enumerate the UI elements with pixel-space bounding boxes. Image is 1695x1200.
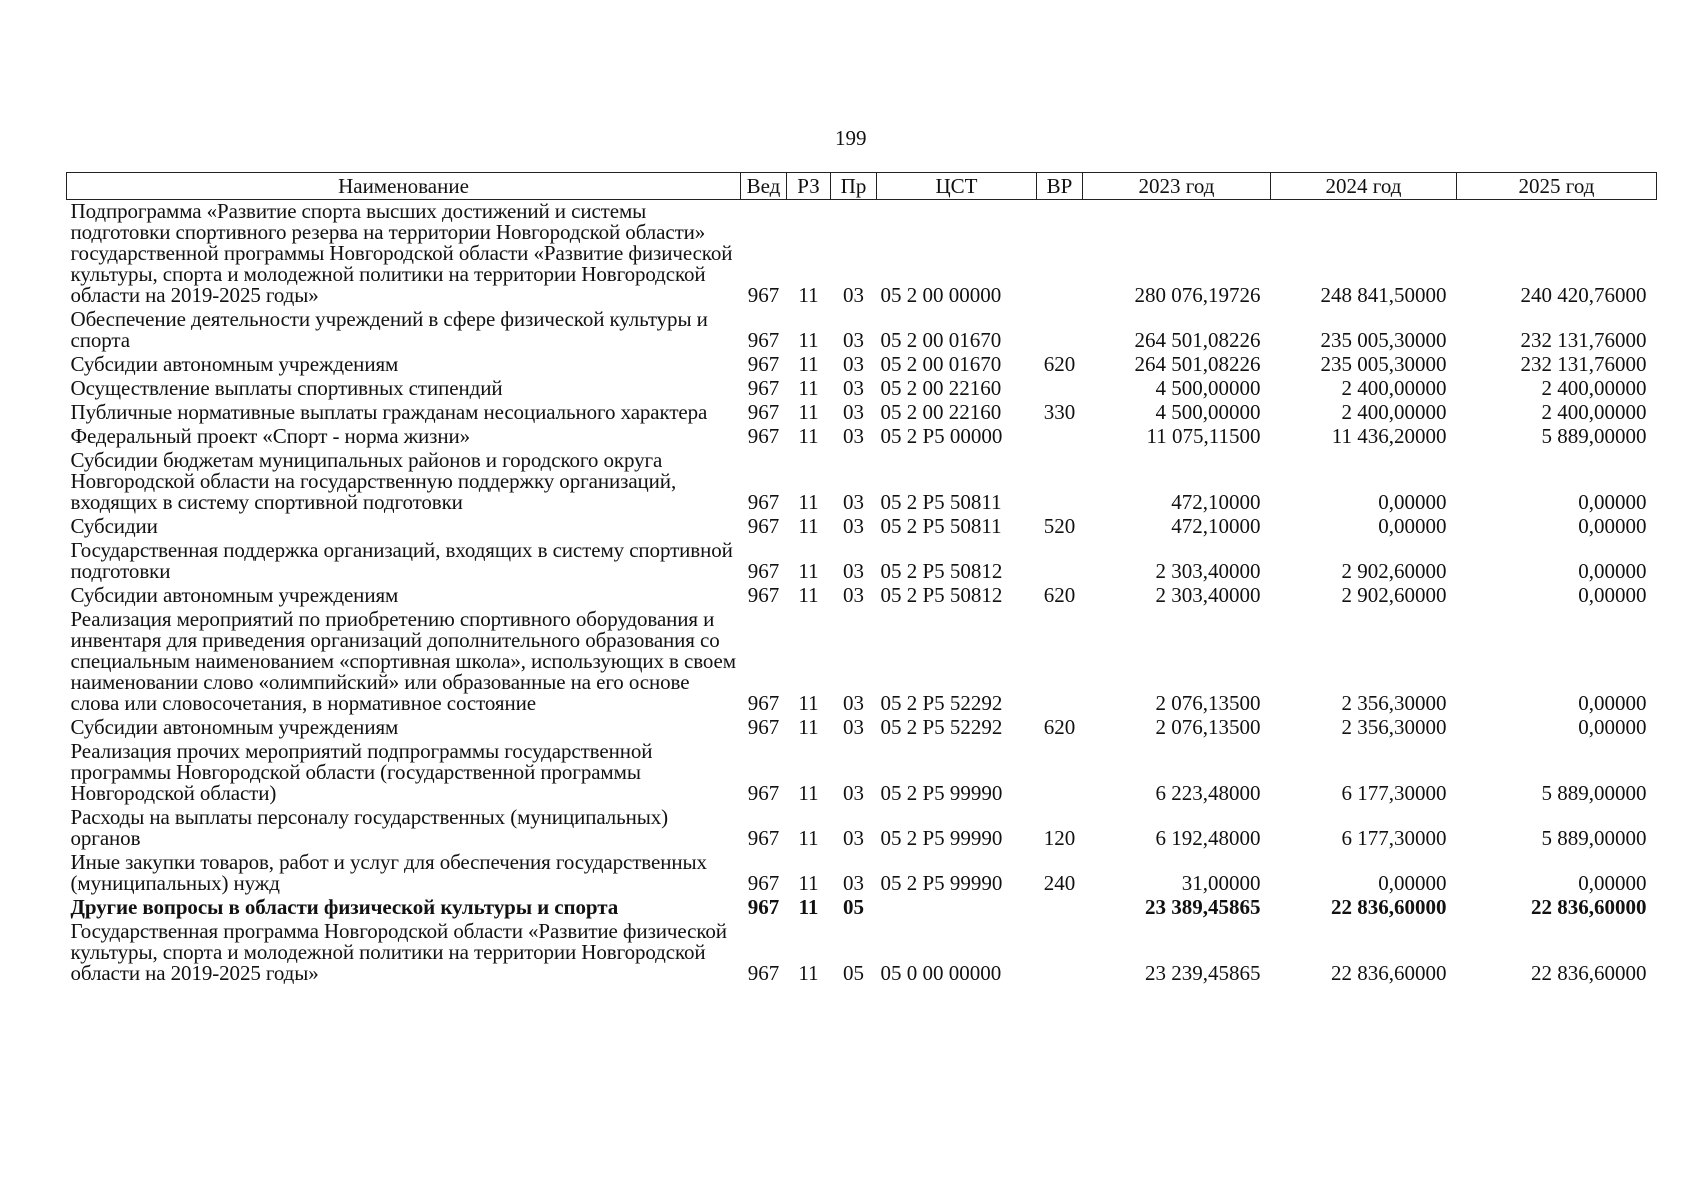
row-name: Реализация прочих мероприятий подпрограммы государственной программы Новгородской области (государственной программы Новгородской области)	[70, 739, 653, 805]
row-2024: 22 836,60000	[1331, 961, 1447, 985]
table-row	[67, 608, 1657, 716]
row-rz: 11	[798, 691, 819, 715]
row-pr: 03	[843, 424, 864, 448]
row-vr	[1037, 200, 1083, 309]
row-name: Федеральный проект «Спорт - норма жизни»	[70, 424, 471, 448]
row-ved: 967	[747, 583, 780, 607]
row-vr: 620	[1043, 715, 1076, 739]
row-vr	[1037, 740, 1083, 806]
row-pr: 03	[843, 871, 864, 895]
header-name: Наименование	[67, 173, 741, 200]
row-2023: 4 500,00000	[1155, 376, 1261, 400]
row-2024: 0,00000	[1378, 871, 1447, 895]
row-2025: 0,00000	[1578, 583, 1647, 607]
row-cst: 05 2 00 22160	[880, 400, 1002, 424]
row-name: Государственная программа Новгородской области «Развитие физической культуры, спорта и молодежной политики на территории Новгородской области на 2019-2025 годы»	[70, 919, 727, 985]
row-2025: 5 889,00000	[1541, 424, 1647, 448]
row-rz: 11	[798, 826, 819, 850]
row-2025: 0,00000	[1578, 514, 1647, 538]
row-ved: 967	[747, 715, 780, 739]
row-2025: 232 131,76000	[1520, 328, 1647, 352]
row-pr: 03	[843, 328, 864, 352]
row-ved: 967	[747, 781, 780, 805]
row-pr: 03	[843, 826, 864, 850]
table-row	[67, 896, 1657, 920]
row-ved: 967	[747, 352, 780, 376]
row-2023: 280 076,19726	[1134, 283, 1261, 307]
row-ved: 967	[747, 514, 780, 538]
row-name: Субсидии бюджетам муниципальных районов и городского округа Новгородской области на государственную поддержку организаций, входящих в систему спортивной подготовки	[70, 448, 677, 514]
row-cst: 05 2 P5 50812	[880, 559, 1003, 583]
header-rz: РЗ	[787, 173, 831, 200]
row-rz: 11	[798, 514, 819, 538]
row-name: Субсидии	[70, 514, 158, 538]
table-row	[67, 425, 1657, 449]
row-2023: 6 223,48000	[1155, 781, 1261, 805]
row-2023: 264 501,08226	[1134, 352, 1261, 376]
row-ved: 967	[747, 961, 780, 985]
header-vr: ВР	[1037, 173, 1083, 200]
table-row	[67, 200, 1657, 309]
row-rz: 11	[798, 328, 819, 352]
row-vr: 620	[1043, 583, 1076, 607]
row-rz: 11	[798, 781, 819, 805]
row-cst: 05 2 P5 99990	[880, 871, 1003, 895]
row-cst: 05 2 P5 50811	[880, 514, 1002, 538]
row-name: Субсидии автономным учреждениям	[70, 352, 399, 376]
row-vr	[1037, 377, 1083, 401]
row-pr: 03	[843, 559, 864, 583]
row-cst: 05 2 P5 52292	[880, 691, 1003, 715]
row-name: Субсидии автономным учреждениям	[70, 715, 399, 739]
row-name: Другие вопросы в области физической культуры и спорта	[70, 895, 619, 919]
row-pr: 03	[843, 514, 864, 538]
row-2024: 0,00000	[1378, 490, 1447, 514]
table-row	[67, 920, 1657, 986]
row-2023: 23 239,45865	[1145, 961, 1261, 985]
row-2023: 31,00000	[1181, 871, 1261, 895]
row-2025: 5 889,00000	[1541, 826, 1647, 850]
header-2025: 2025 год	[1457, 173, 1657, 200]
row-vr	[1037, 920, 1083, 986]
row-name: Государственная поддержка организаций, входящих в систему спортивной подготовки	[70, 538, 733, 583]
row-ved: 967	[747, 490, 780, 514]
row-name: Иные закупки товаров, работ и услуг для обеспечения государственных (муниципальных) нужд	[70, 850, 707, 895]
row-rz: 11	[798, 715, 819, 739]
row-2024: 2 356,30000	[1341, 715, 1447, 739]
row-2025: 0,00000	[1578, 715, 1647, 739]
row-2024: 248 841,50000	[1320, 283, 1447, 307]
row-rz: 11	[798, 352, 819, 376]
table-row	[67, 401, 1657, 425]
header-2024: 2024 год	[1271, 173, 1457, 200]
table-row	[67, 449, 1657, 515]
row-ved: 967	[747, 376, 780, 400]
row-cst: 05 2 P5 99990	[880, 781, 1003, 805]
row-2025: 2 400,00000	[1541, 400, 1647, 424]
row-rz: 11	[798, 283, 819, 307]
row-rz: 11	[798, 400, 819, 424]
row-2024: 11 436,20000	[1331, 424, 1447, 448]
row-cst: 05 2 00 00000	[880, 283, 1002, 307]
row-rz: 11	[798, 559, 819, 583]
row-vr	[1037, 539, 1083, 584]
row-2025: 232 131,76000	[1520, 352, 1647, 376]
row-2024: 2 400,00000	[1341, 400, 1447, 424]
row-2024: 235 005,30000	[1320, 352, 1447, 376]
table-row	[67, 539, 1657, 584]
header-pr: Пр	[831, 173, 877, 200]
row-2023: 472,10000	[1171, 514, 1261, 538]
row-vr: 620	[1043, 352, 1076, 376]
row-cst: 05 2 00 01670	[880, 352, 1002, 376]
row-pr: 05	[843, 961, 864, 985]
row-2023: 2 303,40000	[1155, 583, 1261, 607]
row-pr: 03	[843, 400, 864, 424]
row-2025: 240 420,76000	[1520, 283, 1647, 307]
row-cst: 05 2 00 22160	[880, 376, 1002, 400]
row-2023: 2 076,13500	[1155, 691, 1261, 715]
row-vr: 330	[1043, 400, 1076, 424]
row-ved: 967	[747, 283, 780, 307]
row-rz: 11	[798, 895, 819, 919]
row-rz: 11	[798, 376, 819, 400]
row-2024: 235 005,30000	[1320, 328, 1447, 352]
row-2025: 5 889,00000	[1541, 781, 1647, 805]
row-cst: 05 2 00 01670	[880, 328, 1002, 352]
row-2023: 472,10000	[1171, 490, 1261, 514]
row-name: Осуществление выплаты спортивных стипендий	[70, 376, 503, 400]
table-row	[67, 740, 1657, 806]
row-pr: 03	[843, 283, 864, 307]
row-vr: 240	[1043, 871, 1076, 895]
row-vr: 520	[1043, 514, 1076, 538]
row-ved: 967	[747, 895, 780, 919]
row-cst	[877, 896, 1037, 920]
row-vr	[1037, 425, 1083, 449]
row-2023: 264 501,08226	[1134, 328, 1261, 352]
row-name: Расходы на выплаты персоналу государственных (муниципальных) органов	[70, 805, 669, 850]
row-rz: 11	[798, 871, 819, 895]
row-2025: 0,00000	[1578, 871, 1647, 895]
row-ved: 967	[747, 559, 780, 583]
row-2025: 0,00000	[1578, 691, 1647, 715]
row-2024: 6 177,30000	[1341, 781, 1447, 805]
table-row	[67, 515, 1657, 539]
row-name: Субсидии автономным учреждениям	[70, 583, 399, 607]
row-cst: 05 2 P5 99990	[880, 826, 1003, 850]
row-2025: 0,00000	[1578, 559, 1647, 583]
row-rz: 11	[798, 424, 819, 448]
row-vr	[1037, 608, 1083, 716]
header-cst: ЦСТ	[877, 173, 1037, 200]
row-2025: 0,00000	[1578, 490, 1647, 514]
row-rz: 11	[798, 490, 819, 514]
row-vr	[1037, 308, 1083, 353]
table-row	[67, 377, 1657, 401]
row-2023: 6 192,48000	[1155, 826, 1261, 850]
row-2023: 2 076,13500	[1155, 715, 1261, 739]
row-2025: 2 400,00000	[1541, 376, 1647, 400]
table-row	[67, 806, 1657, 851]
row-pr: 03	[843, 715, 864, 739]
row-cst: 05 2 P5 52292	[880, 715, 1003, 739]
row-cst: 05 2 P5 50811	[880, 490, 1002, 514]
row-2024: 2 902,60000	[1341, 583, 1447, 607]
row-2024: 0,00000	[1378, 514, 1447, 538]
row-pr: 03	[843, 352, 864, 376]
row-ved: 967	[747, 871, 780, 895]
row-2025: 22 836,60000	[1531, 895, 1647, 919]
row-pr: 03	[843, 781, 864, 805]
table-body	[67, 200, 1657, 987]
row-vr	[1037, 449, 1083, 515]
row-2024: 22 836,60000	[1331, 895, 1447, 919]
row-pr: 03	[843, 691, 864, 715]
row-2024: 2 356,30000	[1341, 691, 1447, 715]
table-row	[67, 716, 1657, 740]
table-row	[67, 851, 1657, 896]
table-header	[67, 173, 1657, 200]
row-2025: 22 836,60000	[1531, 961, 1647, 985]
header-ved: Вед	[741, 173, 787, 200]
row-2024: 2 400,00000	[1341, 376, 1447, 400]
row-2024: 6 177,30000	[1341, 826, 1447, 850]
header-2023: 2023 год	[1083, 173, 1271, 200]
row-ved: 967	[747, 328, 780, 352]
budget-table	[66, 172, 1657, 986]
row-name: Подпрограмма «Развитие спорта высших достижений и системы подготовки спортивного резерва на территории Новгородской области» государственной программы Новгородской области «Развитие физической культуры, спорта и молодежной политики на территории Новгородской области на 2019-2025 годы»	[70, 199, 733, 307]
row-2024: 2 902,60000	[1341, 559, 1447, 583]
row-cst: 05 0 00 00000	[880, 961, 1002, 985]
row-ved: 967	[747, 826, 780, 850]
row-name: Обеспечение деятельности учреждений в сфере физической культуры и спорта	[70, 307, 708, 352]
page-number: 199	[835, 126, 867, 150]
table-row	[67, 353, 1657, 377]
row-pr: 03	[843, 583, 864, 607]
row-vr: 120	[1043, 826, 1076, 850]
row-rz: 11	[798, 583, 819, 607]
row-vr	[1037, 896, 1083, 920]
row-ved: 967	[747, 424, 780, 448]
row-name: Публичные нормативные выплаты гражданам несоциального характера	[70, 400, 708, 424]
table-row	[67, 584, 1657, 608]
table-row	[67, 308, 1657, 353]
row-pr: 05	[843, 895, 864, 919]
row-2023: 4 500,00000	[1155, 400, 1261, 424]
row-rz: 11	[798, 961, 819, 985]
row-cst: 05 2 P5 50812	[880, 583, 1003, 607]
row-pr: 03	[843, 376, 864, 400]
row-name: Реализация мероприятий по приобретению спортивного оборудования и инвентаря для приведения организаций дополнительного образования со специальным наименованием «спортивная школа», использующих в своем наименовании слово «олимпийский» или образованные на его основе слова или словосочетания, в нормативное состояние	[70, 607, 736, 715]
row-ved: 967	[747, 691, 780, 715]
row-ved: 967	[747, 400, 780, 424]
row-cst: 05 2 P5 00000	[880, 424, 1003, 448]
row-pr: 03	[843, 490, 864, 514]
row-2023: 2 303,40000	[1155, 559, 1261, 583]
row-2023: 23 389,45865	[1145, 895, 1261, 919]
row-2023: 11 075,11500	[1146, 424, 1261, 448]
